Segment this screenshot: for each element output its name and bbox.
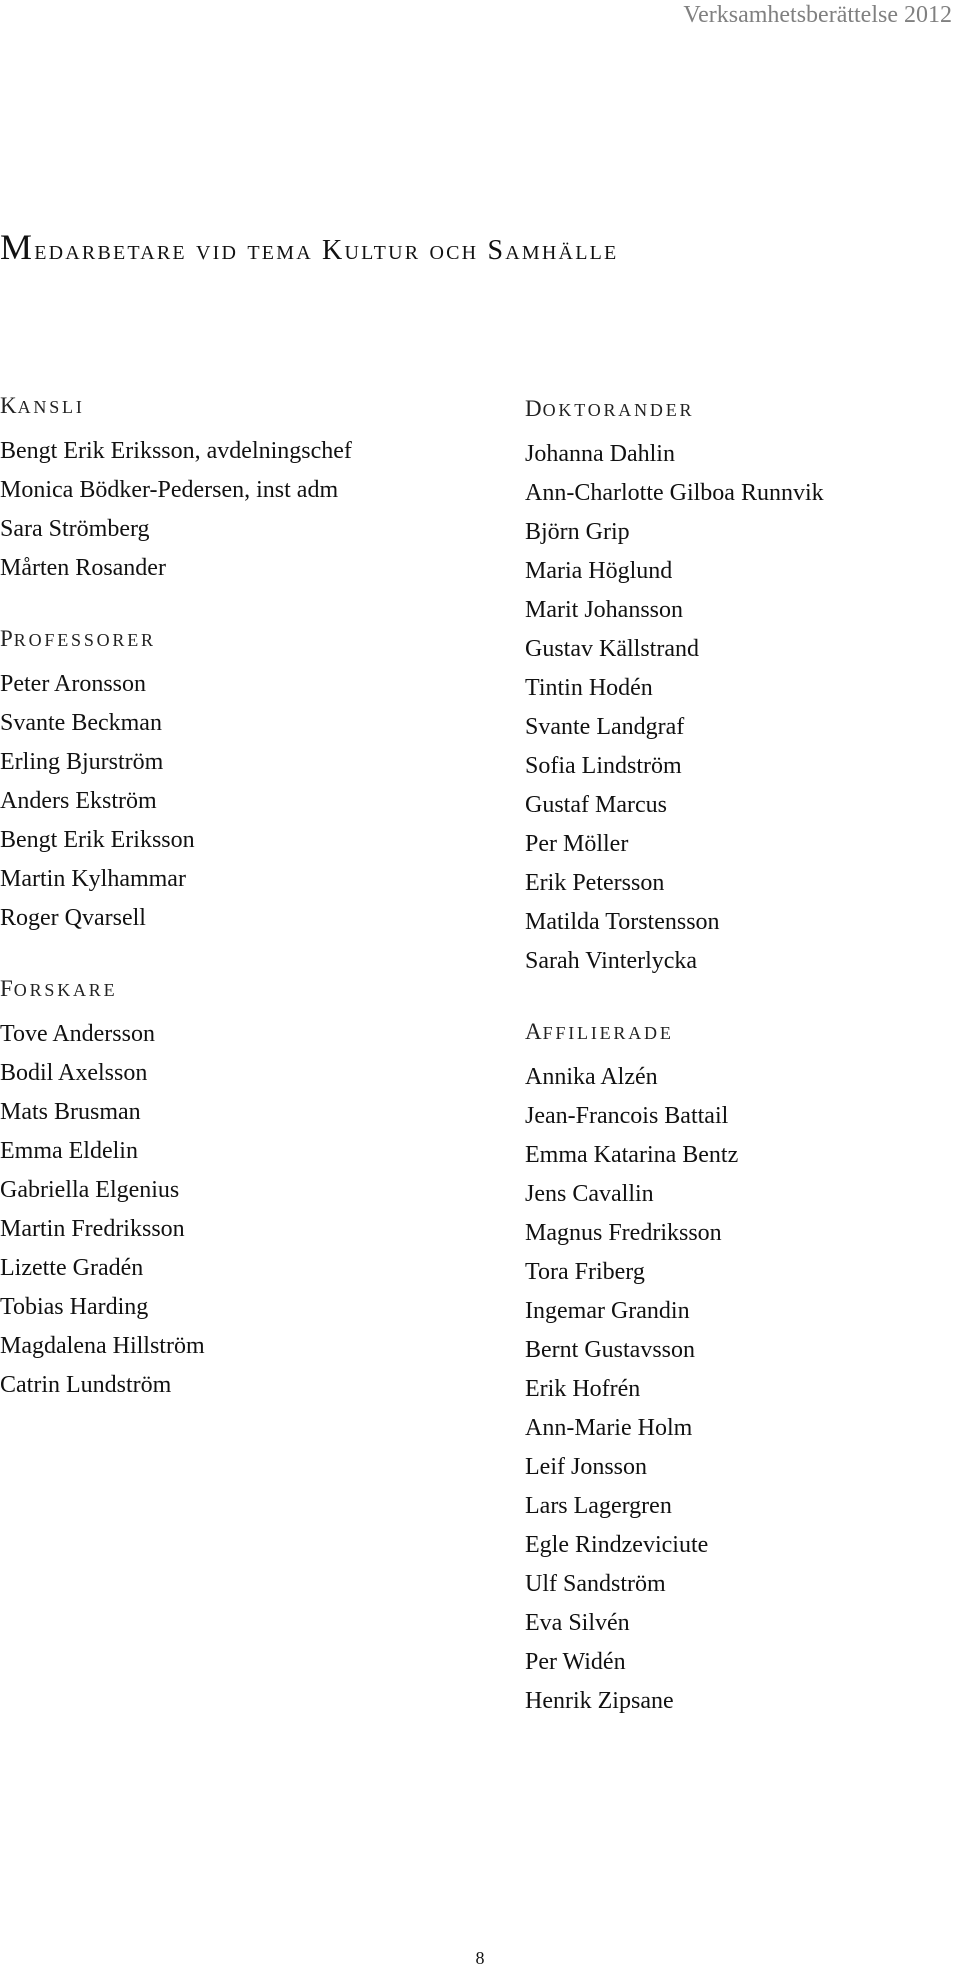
- staff-name: Ulf Sandström: [525, 1571, 666, 1597]
- section-heading: AFFILIERADE: [525, 1019, 674, 1044]
- staff-name: Jens Cavallin: [525, 1181, 654, 1207]
- staff-name: Mårten Rosander: [0, 555, 166, 581]
- staff-name: Bernt Gustavsson: [525, 1337, 695, 1363]
- staff-name: Martin Fredriksson: [0, 1216, 185, 1242]
- staff-name: Tintin Hodén: [525, 675, 653, 701]
- staff-section: [525, 1006, 960, 1721]
- staff-name: Erling Bjurström: [0, 749, 164, 775]
- staff-name: Gustav Källstrand: [525, 636, 699, 662]
- staff-name: Sofia Lindström: [525, 753, 682, 779]
- staff-name: Per Widén: [525, 1649, 626, 1675]
- right-column: [525, 383, 960, 1721]
- staff-name: Johanna Dahlin: [525, 441, 675, 467]
- name-list: [0, 1015, 450, 1405]
- staff-name: Mats Brusman: [0, 1099, 141, 1125]
- staff-name: Peter Aronsson: [0, 671, 146, 697]
- staff-name: Gustaf Marcus: [525, 792, 667, 818]
- staff-name: Monica Bödker-Pedersen, inst adm: [0, 477, 339, 503]
- staff-name: Gabriella Elgenius: [0, 1177, 180, 1203]
- staff-name: Anders Ekström: [0, 788, 157, 814]
- staff-name: Annika Alzén: [525, 1064, 658, 1090]
- staff-name: Svante Landgraf: [525, 714, 685, 740]
- staff-name: Svante Beckman: [0, 710, 162, 736]
- section-heading: FORSKARE: [0, 976, 118, 1001]
- staff-name: Magdalena Hillström: [0, 1333, 205, 1359]
- staff-name: Jean-Francois Battail: [525, 1103, 729, 1129]
- running-header: Verksamhetsberättelse 2012: [683, 2, 952, 28]
- staff-name: Eva Silvén: [525, 1610, 630, 1636]
- staff-section: [0, 613, 450, 938]
- section-heading: DOKTORANDER: [525, 396, 695, 421]
- staff-name: Roger Qvarsell: [0, 905, 146, 931]
- staff-name: Sarah Vinterlycka: [525, 948, 698, 974]
- staff-name: Henrik Zipsane: [525, 1688, 674, 1714]
- staff-name: Bengt Erik Eriksson: [0, 827, 195, 853]
- staff-name: Per Möller: [525, 831, 629, 857]
- staff-name: Matilda Torstensson: [525, 909, 720, 935]
- staff-name: Emma Katarina Bentz: [525, 1142, 739, 1168]
- staff-name: Maria Höglund: [525, 558, 673, 584]
- staff-name: Marit Johansson: [525, 597, 683, 623]
- section-heading: PROFESSORER: [0, 626, 156, 651]
- staff-name: Magnus Fredriksson: [525, 1220, 722, 1246]
- staff-name: Emma Eldelin: [0, 1138, 138, 1164]
- staff-section: [0, 380, 450, 588]
- staff-section: [525, 383, 960, 981]
- staff-name: Sara Strömberg: [0, 516, 150, 542]
- staff-name: Egle Rindzeviciute: [525, 1532, 709, 1558]
- staff-name: Lars Lagergren: [525, 1493, 672, 1519]
- name-list: [525, 1058, 960, 1721]
- staff-name: Tora Friberg: [525, 1259, 645, 1285]
- section-heading: KANSLI: [0, 393, 85, 418]
- staff-name: Martin Kylhammar: [0, 866, 186, 892]
- page-number: 8: [475, 1948, 485, 1968]
- left-column: [0, 380, 450, 1405]
- name-list: [0, 432, 450, 588]
- staff-name: Erik Hofrén: [525, 1376, 641, 1402]
- staff-name: Catrin Lundström: [0, 1372, 172, 1398]
- page-title: Medarbetare vid tema Kultur och Samhälle: [0, 227, 619, 267]
- staff-name: Ann-Marie Holm: [525, 1415, 693, 1441]
- staff-section: [0, 963, 450, 1405]
- staff-name: Bengt Erik Eriksson, avdelningschef: [0, 438, 352, 464]
- name-list: [525, 435, 960, 981]
- staff-name: Erik Petersson: [525, 870, 665, 896]
- name-list: [0, 665, 450, 938]
- staff-name: Tobias Harding: [0, 1294, 149, 1320]
- staff-name: Ann-Charlotte Gilboa Runnvik: [525, 480, 824, 506]
- staff-name: Björn Grip: [525, 519, 630, 545]
- staff-name: Lizette Gradén: [0, 1255, 144, 1281]
- staff-name: Tove Andersson: [0, 1021, 155, 1047]
- staff-name: Bodil Axelsson: [0, 1060, 148, 1086]
- staff-name: Ingemar Grandin: [525, 1298, 690, 1324]
- staff-name: Leif Jonsson: [525, 1454, 647, 1480]
